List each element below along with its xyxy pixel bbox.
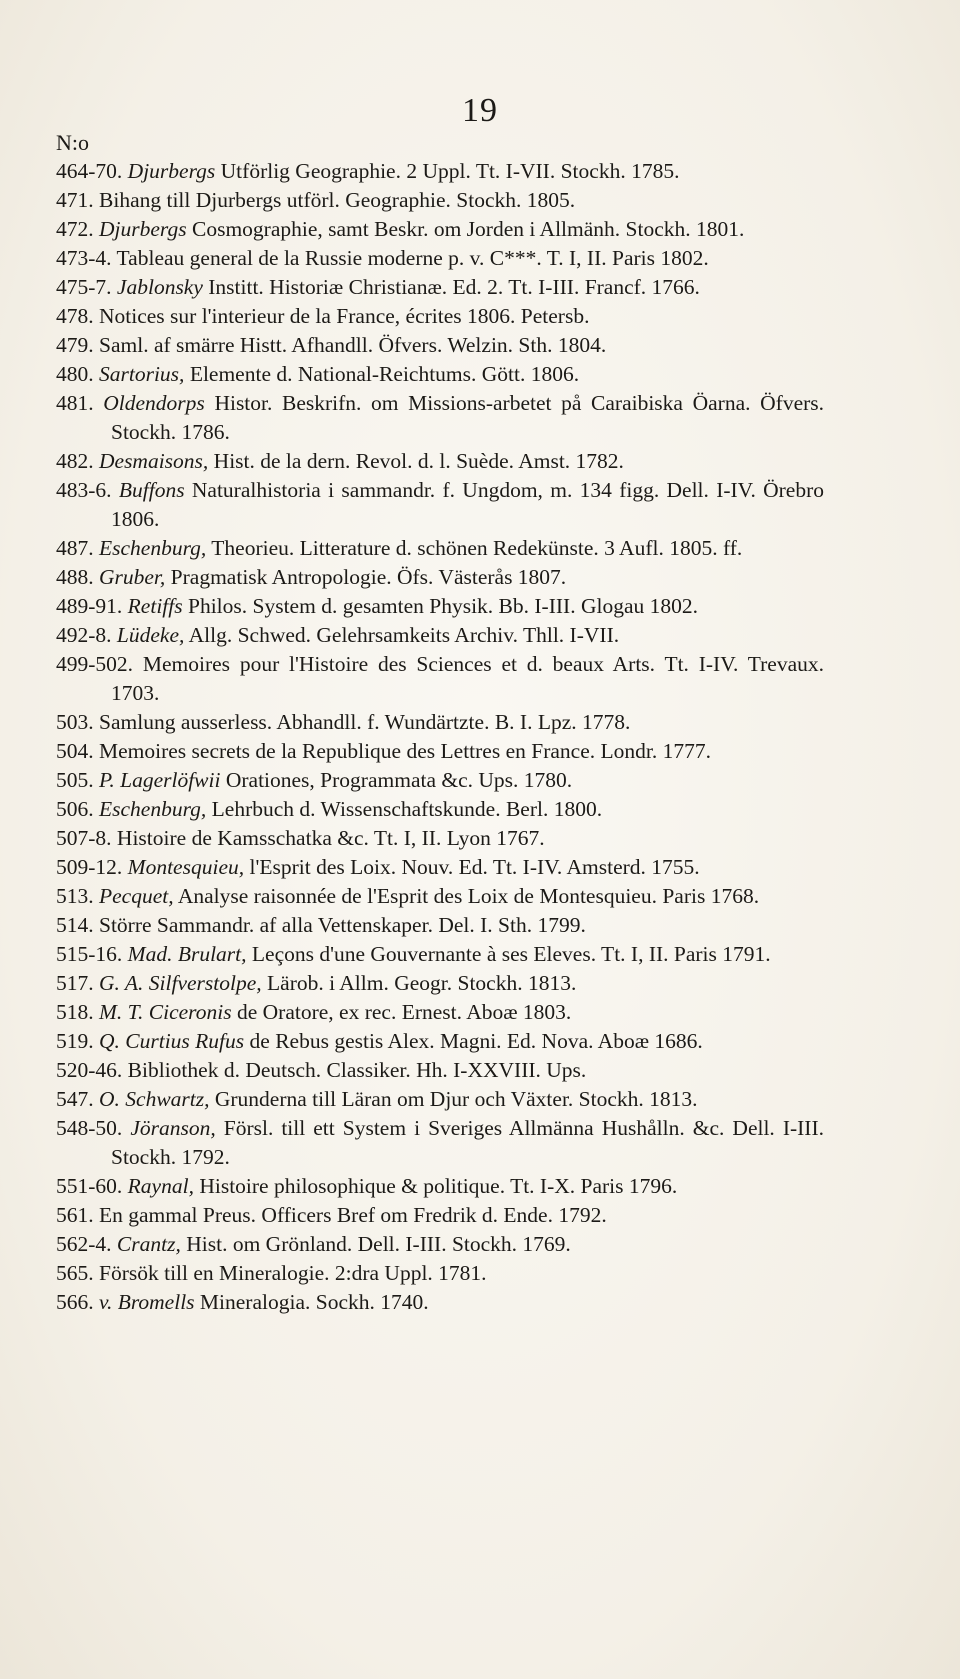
entry-author: Eschenburg, (99, 797, 207, 821)
entry-text: Utförlig Geographie. 2 Uppl. Tt. I-VII. Stockh. 1785. (220, 159, 680, 183)
entry-author: Sartorius, (99, 362, 185, 386)
entry-text: l'Esprit des Loix. Nouv. Ed. Tt. I-IV. Amsterd. 1755. (249, 855, 700, 879)
entry-number: 547. (56, 1087, 94, 1111)
entry-text: Samlung ausserless. Abhandll. f. Wundärtzte. B. I. Lpz. 1778. (99, 710, 631, 734)
entry-number: 551-60. (56, 1174, 123, 1198)
entry-number: 464-70. (56, 159, 123, 183)
catalogue-entry (56, 1085, 824, 1114)
catalogue-entry (56, 824, 824, 853)
entry-number: 472. (56, 217, 94, 241)
entry-number: 471. (56, 188, 94, 212)
catalogue-entry (56, 447, 824, 476)
catalogue-entry (56, 157, 824, 186)
entry-number: 517. (56, 971, 94, 995)
entry-text: Theorieu. Litterature d. schönen Redekünste. 3 Aufl. 1805. ff. (211, 536, 743, 560)
entry-number: 506. (56, 797, 94, 821)
entry-author: Djurbergs (127, 159, 216, 183)
entry-author: O. Schwartz, (99, 1087, 210, 1111)
entry-text: Allg. Schwed. Gelehrsamkeits Archiv. Thll. I-VII. (188, 623, 620, 647)
entry-author: v. Bromells (99, 1290, 195, 1314)
entry-number: 520-46. (56, 1058, 123, 1082)
catalogue-entry (56, 1259, 824, 1288)
catalogue-entry (56, 389, 824, 447)
entry-text: En gammal Preus. Officers Bref om Fredrik d. Ende. 1792. (99, 1203, 607, 1227)
catalogue-entry (56, 1114, 824, 1172)
catalogue-entry (56, 186, 824, 215)
entry-number: 518. (56, 1000, 94, 1024)
entry-author: Mad. Brulart, (127, 942, 247, 966)
entry-text: Histoire de Kamsschatka &c. Tt. I, II. Lyon 1767. (116, 826, 545, 850)
entry-text: Histoire philosophique & politique. Tt. I-X. Paris 1796. (199, 1174, 678, 1198)
entry-text: Bibliothek d. Deutsch. Classiker. Hh. I-XXVIII. Ups. (127, 1058, 587, 1082)
entry-text: de Rebus gestis Alex. Magni. Ed. Nova. Aboæ 1686. (249, 1029, 703, 1053)
entry-number: 480. (56, 362, 94, 386)
catalogue-entry (56, 766, 824, 795)
entry-number: 515-16. (56, 942, 123, 966)
entry-text: Orationes, Programmata &c. Ups. 1780. (225, 768, 573, 792)
catalogue-entry (56, 853, 824, 882)
catalogue-entry (56, 244, 824, 273)
entry-text: Histor. Beskrifn. om Missions-arbetet på Caraibiska Öarna. Öfvers. Stockh. 1786. (111, 391, 825, 444)
entry-author: Raynal, (127, 1174, 194, 1198)
entry-text: Memoires pour l'Histoire des Sciences et d. beaux Arts. Tt. I-IV. Trevaux. 1703. (111, 652, 824, 705)
entry-text: Elemente d. National-Reichtums. Gött. 1806. (189, 362, 580, 386)
entry-number: 513. (56, 884, 94, 908)
entry-number: 503. (56, 710, 94, 734)
entry-number: 504. (56, 739, 94, 763)
entry-text: Hist. de la dern. Revol. d. l. Suède. Amst. 1782. (213, 449, 624, 473)
entry-text: Hist. om Grönland. Dell. I-III. Stockh. 1769. (186, 1232, 571, 1256)
entry-number: 479. (56, 333, 94, 357)
entry-author: Djurbergs (99, 217, 187, 241)
entry-text: Pragmatisk Antropologie. Öfs. Västerås 1807. (170, 565, 567, 589)
catalogue-entry (56, 215, 824, 244)
entry-author: Buffons (118, 478, 185, 502)
entry-text: Försl. till ett System i Sveriges Allmänna Hushålln. &c. Dell. I-III. Stockh. 1792. (111, 1116, 824, 1169)
catalogue-entry (56, 302, 824, 331)
catalogue-entry (56, 1172, 824, 1201)
catalogue-entry (56, 592, 824, 621)
entry-author: Desmaisons, (99, 449, 209, 473)
entry-number: 565. (56, 1261, 94, 1285)
entry-text: Tableau general de la Russie moderne p. v. C***. T. I, II. Paris 1802. (116, 246, 709, 270)
entry-text: Bihang till Djurbergs utförl. Geographie. Stockh. 1805. (99, 188, 576, 212)
entry-number: 507-8. (56, 826, 112, 850)
entry-text: Lehrbuch d. Wissenschaftskunde. Berl. 1800. (211, 797, 603, 821)
entry-author: Lüdeke, (116, 623, 185, 647)
catalogue-entry (56, 940, 824, 969)
catalogue-entry (56, 360, 824, 389)
entry-text: Mineralogia. Sockh. 1740. (199, 1290, 429, 1314)
entry-number: 492-8. (56, 623, 112, 647)
entry-author: Eschenburg, (99, 536, 207, 560)
entry-number: 519. (56, 1029, 94, 1053)
catalogue-entry (56, 795, 824, 824)
catalogue-entry (56, 1056, 824, 1085)
catalogue-entry (56, 1288, 824, 1317)
catalogue-entry (56, 273, 824, 302)
entry-author: Jöranson, (130, 1116, 216, 1140)
entry-number: 509-12. (56, 855, 123, 879)
entry-author: Pecquet, (99, 884, 174, 908)
entry-number: 489-91. (56, 594, 123, 618)
entry-author: Oldendorps (103, 391, 205, 415)
entry-author: Montesquieu, (127, 855, 245, 879)
entry-number: 475-7. (56, 275, 112, 299)
entry-author: Q. Curtius Rufus (99, 1029, 245, 1053)
entry-number: 514. (56, 913, 94, 937)
entry-text: Saml. af smärre Histt. Afhandll. Öfvers. Welzin. Sth. 1804. (99, 333, 607, 357)
catalogue-entries (56, 157, 824, 1317)
catalogue-entry (56, 534, 824, 563)
catalogue-entry (56, 563, 824, 592)
entry-number: 488. (56, 565, 94, 589)
entry-text: Cosmographie, samt Beskr. om Jorden i Allmänh. Stockh. 1801. (191, 217, 745, 241)
catalogue-entry (56, 621, 824, 650)
entry-text: de Oratore, ex rec. Ernest. Aboæ 1803. (236, 1000, 572, 1024)
entry-number: 481. (56, 391, 94, 415)
entry-text: Naturalhistoria i sammandr. f. Ungdom, m. 134 figg. Dell. I-IV. Örebro 1806. (111, 478, 825, 531)
catalogue-entry (56, 737, 824, 766)
catalogue-entry (56, 331, 824, 360)
entry-author: M. T. Ciceronis (99, 1000, 232, 1024)
entry-number: 566. (56, 1290, 94, 1314)
page-number: 19 (462, 92, 498, 129)
number-heading: N:o (56, 130, 89, 155)
entry-author: P. Lagerlöfwii (99, 768, 221, 792)
entry-number: 483-6. (56, 478, 112, 502)
entry-number: 505. (56, 768, 94, 792)
catalogue-entry (56, 969, 824, 998)
catalogue-entry (56, 882, 824, 911)
entry-text: Grunderna till Läran om Djur och Växter. Stockh. 1813. (214, 1087, 698, 1111)
catalogue-entry (56, 708, 824, 737)
catalogue-entry (56, 650, 824, 708)
entry-text: Institt. Historiæ Christianæ. Ed. 2. Tt. I-III. Francf. 1766. (208, 275, 700, 299)
entry-number: 482. (56, 449, 94, 473)
entry-number: 499-502. (56, 652, 134, 676)
catalogue-entry (56, 998, 824, 1027)
entry-author: Gruber, (99, 565, 166, 589)
catalogue-entry (56, 1201, 824, 1230)
entry-number: 473-4. (56, 246, 112, 270)
entry-text: Philos. System d. gesamten Physik. Bb. I-III. Glogau 1802. (187, 594, 698, 618)
catalogue-entry (56, 911, 824, 940)
entry-number: 487. (56, 536, 94, 560)
entry-author: Retiffs (127, 594, 183, 618)
entry-text: Memoires secrets de la Republique des Lettres en France. Londr. 1777. (99, 739, 711, 763)
entry-author: Jablonsky (116, 275, 203, 299)
entry-number: 548-50. (56, 1116, 123, 1140)
entry-text: Notices sur l'interieur de la France, écrites 1806. Petersb. (99, 304, 590, 328)
entry-text: Leçons d'une Gouvernante à ses Eleves. Tt. I, II. Paris 1791. (251, 942, 771, 966)
catalogue-entry (56, 1027, 824, 1056)
entry-author: Crantz, (116, 1232, 181, 1256)
entry-text: Lärob. i Allm. Geogr. Stockh. 1813. (267, 971, 577, 995)
entry-text: Analyse raisonnée de l'Esprit des Loix de Montesquieu. Paris 1768. (177, 884, 760, 908)
entry-number: 562-4. (56, 1232, 112, 1256)
entry-number: 561. (56, 1203, 94, 1227)
entry-author: G. A. Silfverstolpe, (99, 971, 262, 995)
catalogue-entry (56, 476, 824, 534)
entry-number: 478. (56, 304, 94, 328)
entry-text: Försök till en Mineralogie. 2:dra Uppl. 1781. (99, 1261, 487, 1285)
catalogue-entry (56, 1230, 824, 1259)
entry-text: Större Sammandr. af alla Vettenskaper. Del. I. Sth. 1799. (99, 913, 586, 937)
